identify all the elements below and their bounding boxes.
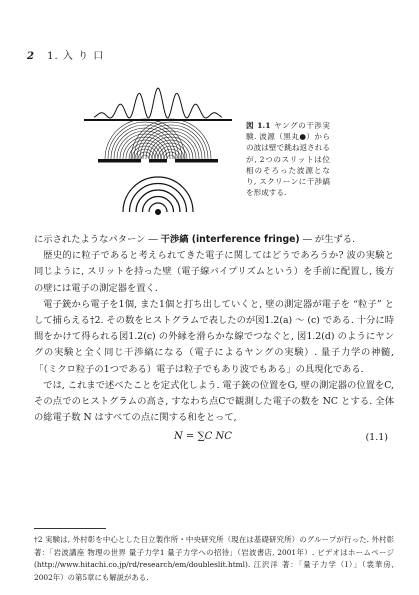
equation-row: [34, 426, 394, 452]
slit-wavefront-arc: [141, 155, 149, 159]
figure-caption-text: ヤングの干渉実験. 波源（黒丸●）からの波は壁で跳ね返されるが, 2つのスリットは位相のそろった波源となり, スクリーンに干渉縞を形成する.: [246, 121, 330, 198]
footnote: †2 実験は, 外村彰を中心とした日立製作所・中央研究所（現在は基礎研究所）のグループが行った. 外村彰 著：「岩波講座 物理の世界 量子力学1 量子力学への招待」（岩波書店, 2001年）. ビデオはホームページ (http://www.hitachi.co.jp/rd/research/em/doubleslit.html). 江沢洋 著：「量子力学（I）」（裳華房, 2002年）の第5章にも解説がある.: [34, 535, 394, 582]
page-header: [27, 47, 104, 62]
young-interference-figure: [84, 84, 232, 220]
term-interference-fringe: 干渉縞 (interference fringe): [160, 234, 300, 245]
chapter-title: 1. 入 り 口: [47, 51, 105, 62]
interference-pattern-curve: [94, 88, 222, 118]
paragraph-4: では, これまで述べたことを定式化しよう. 電子銃の位置をG, 壁の測定器の位置をC, その点でのヒストグラムの高さ, すなわち点Cで観測した電子の数を NC とする. 全体の総電子数 N はすべての点に関する和をとって,: [34, 379, 394, 424]
paragraph-2: 歴史的に粒子であると考えられてきた電子に関してはどうであろうか? 波の実験と同じように, スリットを持った壁（電子線バイプリズムという）を手前に配置し, 後方の壁には電子の測定器を置く.: [34, 250, 394, 294]
footnote-rule: [34, 528, 106, 529]
slit-wall-right: [175, 159, 218, 163]
figure-caption: [246, 120, 330, 198]
source-wavefront-arc: [123, 177, 193, 212]
equation-1-1: N = ∑C NC: [174, 431, 232, 443]
slit-wall-center: [149, 159, 167, 163]
wavefronts-from-source: [123, 177, 193, 212]
figure-label: 図 1.1: [246, 121, 271, 130]
wavefronts-from-slits: [105, 119, 211, 159]
slit-wavefront-arc: [108, 122, 182, 159]
body-text: [34, 232, 394, 452]
equation-number: (1.1): [365, 432, 388, 444]
page-number: 2: [27, 51, 35, 62]
wave-source-dot: [155, 209, 161, 215]
slit-wall-left: [98, 159, 141, 163]
paragraph-1: に示されたようなパターン ― 干渉縞 (interference fringe) ― が生ずる.: [34, 234, 356, 245]
paragraph-3: 電子銃から電子を1個, また1個と打ち出していくと, 壁の測定器が電子を “粒子” として捕らえる†2. その数をヒストグラムで表したのが図1.2(a) ～ (c) である. 十分に時間をかけて得られる図1.2(c) の外縁を滑らかな線でつなぐと, 図1.2(d) のようにヤングの実験と全く同じ干渉縞になる（電子によるヤングの実験）. 量子力学の神髄, 「（ミクロ粒子の1つである）電子は粒子でもあり波でもある」の具現化である.: [34, 298, 394, 375]
slit-wavefront-arc: [167, 155, 175, 159]
slit-wavefront-arc: [134, 122, 208, 159]
source-wavefront-arc: [130, 184, 187, 213]
